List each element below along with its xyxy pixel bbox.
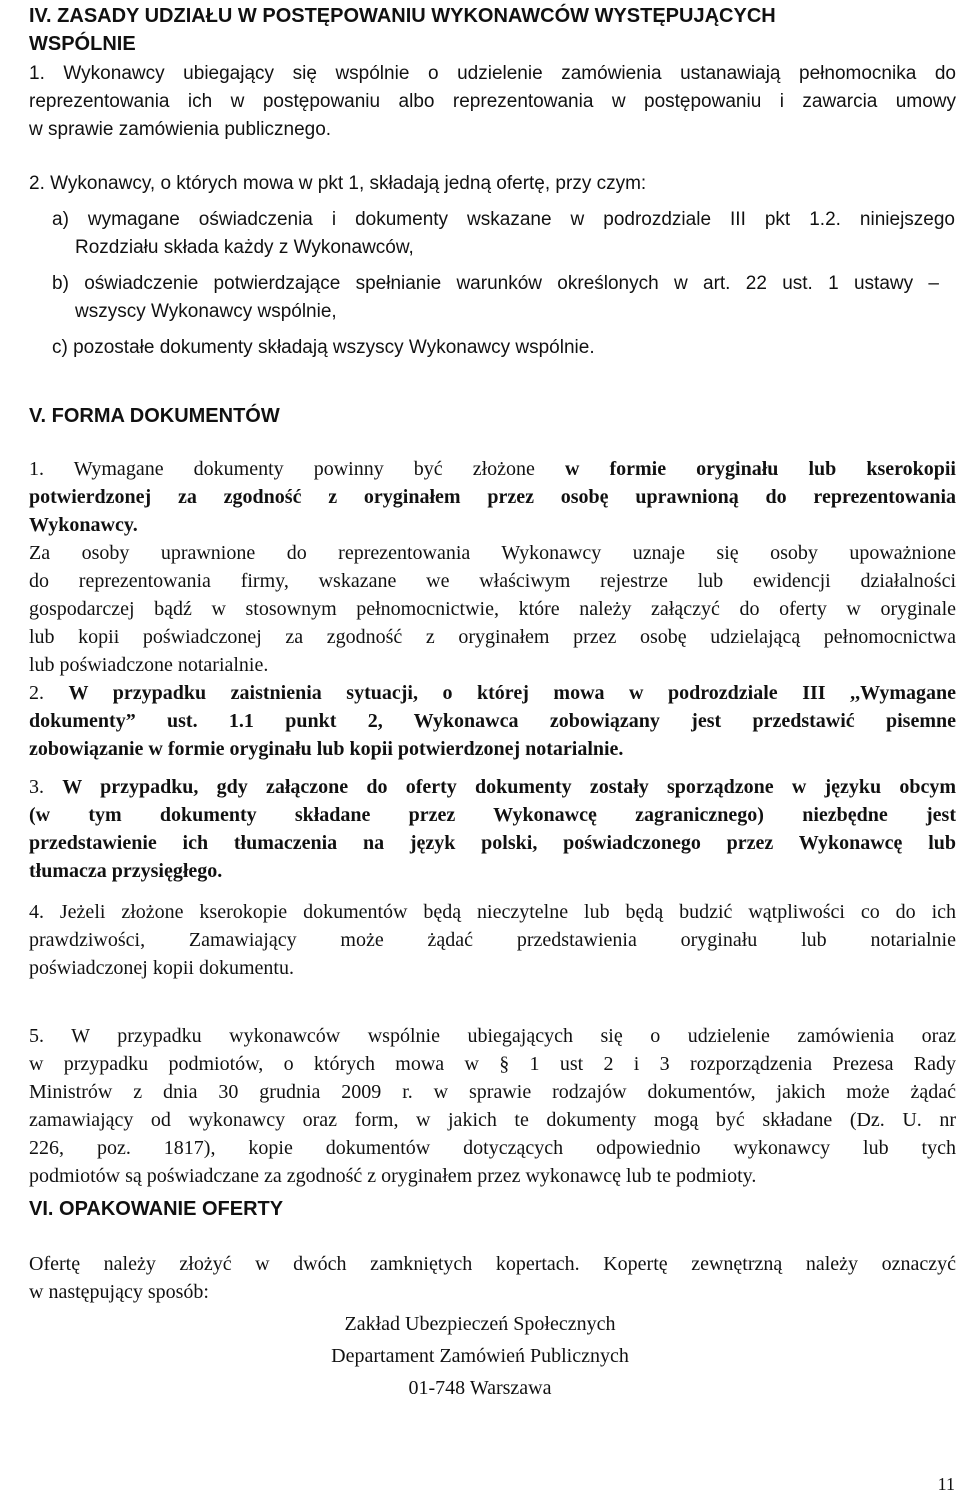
section-v-point-1: 1. Wymagane dokumenty powinny być złożone w formie oryginału lub kserokopii potwierdzonej za zgodność z oryginałem przez osobę uprawnioną do reprezentowania Wykonawcy. bbox=[29, 458, 956, 536]
section-iv-point-2a: a) wymagane oświadczenia i dokumenty wskazane w podrozdziale III pkt 1.2. niniejszego Rozdziału składa każdy z Wykonawców, bbox=[52, 209, 955, 258]
section-iv-point-2: 2. Wykonawcy, o których mowa w pkt 1, składają jedną ofertę, przy czym: bbox=[29, 173, 647, 194]
page-number: 11 bbox=[937, 1474, 955, 1494]
section-v-heading: V. FORMA DOKUMENTÓW bbox=[29, 405, 280, 427]
section-v-point-1-continuation: Za osoby uprawnione do reprezentowania Wykonawcy uznaje się osoby upoważnione do reprezentowania firmy, wskazane we właściwym rejestrze lub ewidencji działalności gospodarczej bądź w stosownym pełnomocnictwie, które należy załączyć do oferty w oryginale lub kopii poświadczonej za zgodność z oryginałem przez osobę udzielającą pełnomocnictwa lub poświadczone notarialnie. bbox=[29, 542, 956, 676]
section-vi-heading: VI. OPAKOWANIE OFERTY bbox=[29, 1198, 284, 1220]
section-iv-point-1: 1. Wykonawcy ubiegający się wspólnie o udzielenie zamówienia ustanawiają pełnomocnika do reprezentowania ich w postępowaniu albo reprezentowania w postępowaniu i zawarcia umowy w sprawie zamówienia publicznego. bbox=[29, 63, 956, 140]
address-line-3: 01-748 Warszawa bbox=[408, 1377, 552, 1399]
section-iv-point-2c: c) pozostałe dokumenty składają wszyscy Wykonawcy wspólnie. bbox=[52, 337, 595, 358]
section-v-point-5: 5. W przypadku wykonawców wspólnie ubiegających się o udzielenie zamówienia oraz w przypadku podmiotów, o których mowa w § 1 ust 2 i 3 rozporządzenia Prezesa Rady Ministrów z dnia 30 grudnia 2009 r. w sprawie rodzajów dokumentów, jakich może żądać zamawiający od wykonawcy oraz form, w jakich te dokumenty mogą być składane (Dz. U. nr 226, poz. 1817), kopie dokumentów dotyczących odpowiednio wykonawcy lub tych podmiotów są poświadczane za zgodność z oryginałem przez wykonawcę lub te podmioty. bbox=[29, 1025, 956, 1187]
section-iv-point-2b: b) oświadczenie potwierdzające spełnianie warunków określonych w art. 22 ust. 1 ustawy – wszyscy Wykonawcy wspólnie, bbox=[52, 273, 939, 322]
section-vi-paragraph: Ofertę należy złożyć w dwóch zamkniętych kopertach. Kopertę zewnętrzną należy oznaczyć w następujący sposób: bbox=[29, 1253, 956, 1303]
section-iv-heading: IV. ZASADY UDZIAŁU W POSTĘPOWANIU WYKONAWCÓW WYSTĘPUJĄCYCH WSPÓLNIE bbox=[29, 5, 776, 55]
address-line-2: Departament Zamówień Publicznych bbox=[331, 1345, 629, 1367]
section-v-point-2: 2. W przypadku zaistnienia sytuacji, o której mowa w podrozdziale III ,,Wymagane dokumenty” ust. 1.1 punkt 2, Wykonawca zobowiązany jest przedstawić pisemne zobowiązanie w formie oryginału lub kopii potwierdzonej notarialnie. bbox=[29, 682, 957, 760]
section-v-point-4: 4. Jeżeli złożone kserokopie dokumentów będą nieczytelne lub będą budzić wątpliwości co do ich prawdziwości, Zamawiający może żądać przedstawienia oryginału lub notarialnie poświadczonej kopii dokumentu. bbox=[29, 901, 956, 979]
section-v-point-3: 3. W przypadku, gdy załączone do oferty dokumenty zostały sporządzone w języku obcym (w tym dokumenty składane przez Wykonawcę zagranicznego) niezbędne jest przedstawienie ich tłumaczenia na język polski, poświadczonego przez Wykonawcę lub tłumacza przysięgłego. bbox=[29, 776, 957, 882]
address-line-1: Zakład Ubezpieczeń Społecznych bbox=[344, 1313, 616, 1335]
